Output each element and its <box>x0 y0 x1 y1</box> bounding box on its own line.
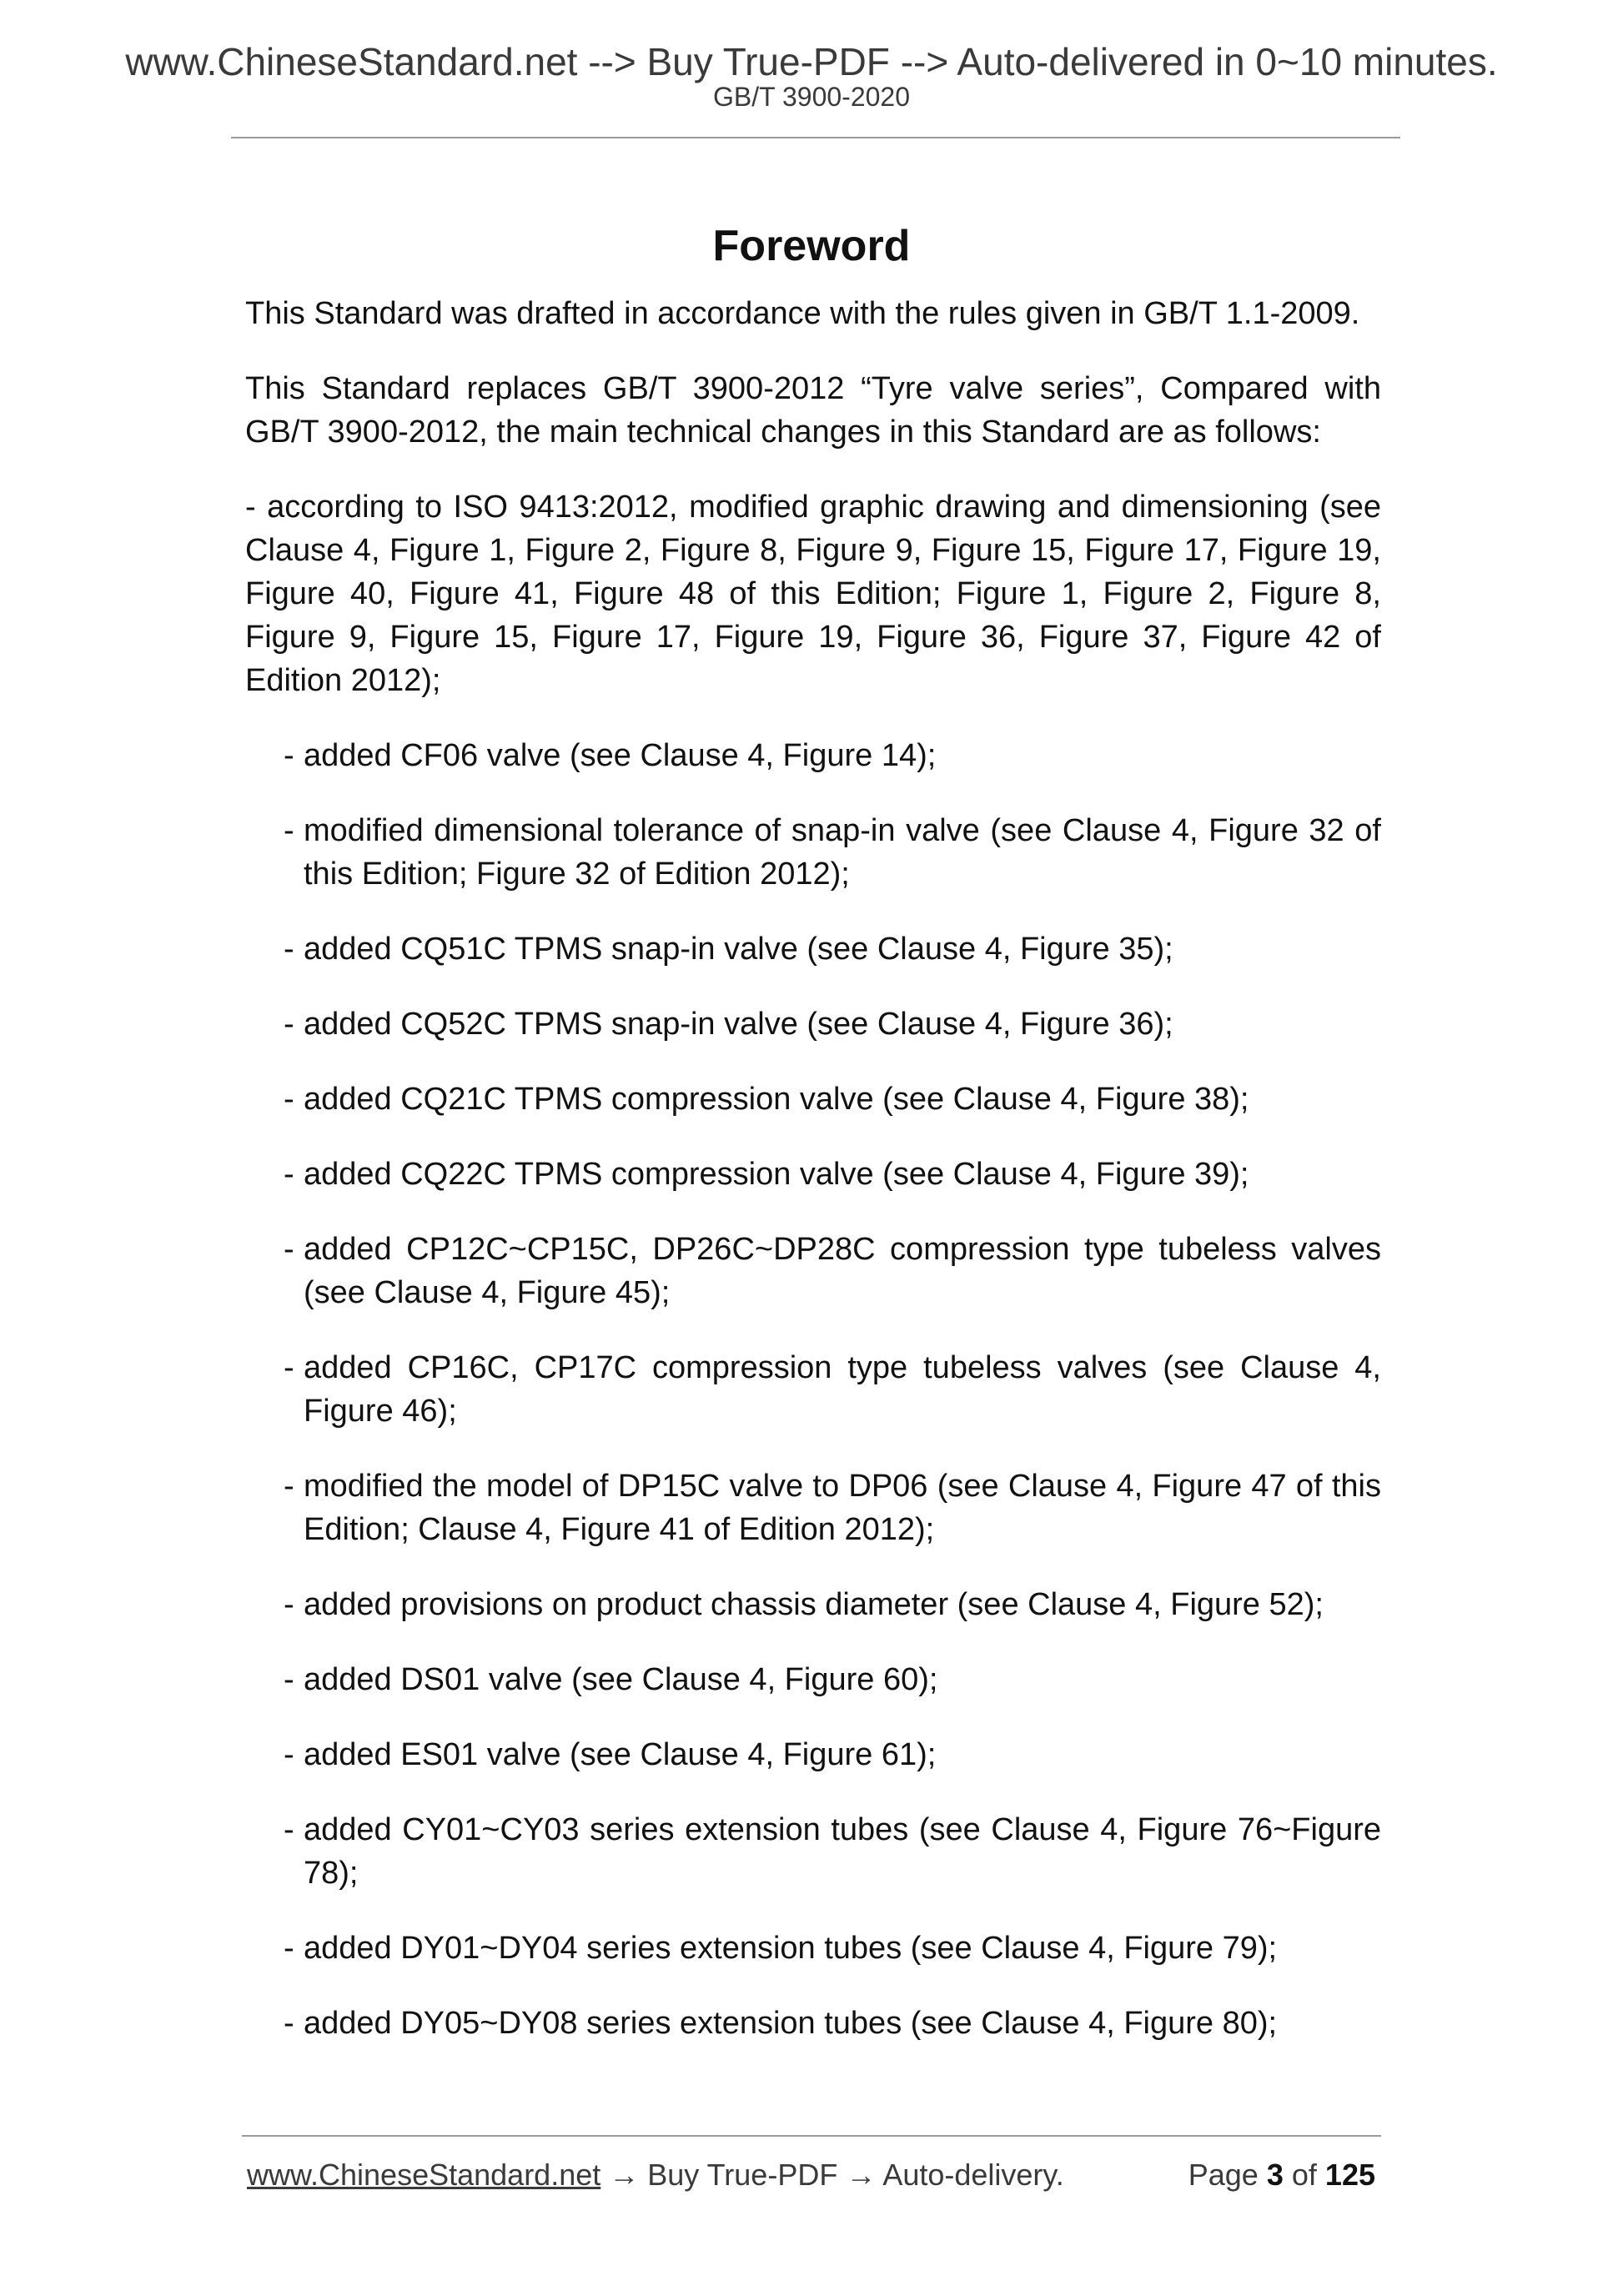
list-marker: - <box>284 1737 294 1772</box>
list-item <box>284 1002 1381 1046</box>
list-item-text: added DY05~DY08 series extension tubes (see Clause 4, Figure 80); <box>304 2006 1278 2041</box>
page-label: Page <box>1188 2158 1259 2192</box>
list-item-text: added CF06 valve (see Clause 4, Figure 14); <box>304 738 937 773</box>
list-item-text: added ES01 valve (see Clause 4, Figure 61); <box>304 1737 937 1772</box>
list-item-text: added CP12C~CP15C, DP26C~DP28C compression type tubeless valves (see Clause 4, Figure 45); <box>304 1232 1381 1310</box>
list-item-text: added DY01~DY04 series extension tubes (see Clause 4, Figure 79); <box>304 1931 1278 1966</box>
paragraph-iso-modification: - according to ISO 9413:2012, modified graphic drawing and dimensioning (see Clause 4, Figure 1, Figure 2, Figure 8, Figure 9, Figure 15, Figure 17, Figure 19, Figure 40, Figure 41, Figure 48 of this Edition; Figure 1, Figure 2, Figure 8, Figure 9, Figure 15, Figure 17, Figure 19, Figure 36, Figure 37, Figure 42 of Edition 2012); <box>245 490 1381 698</box>
list-item-text: modified dimensional tolerance of snap-in valve (see Clause 4, Figure 32 of this Edition; Figure 32 of Edition 2012); <box>304 813 1381 892</box>
top-banner[interactable]: www.ChineseStandard.net --> Buy True-PDF --> Auto-delivered in 0~10 minutes. <box>125 40 1498 83</box>
footer-site-link[interactable]: www.ChineseStandard.net <box>247 2158 601 2192</box>
list-item-text: added CY01~CY03 series extension tubes (see Clause 4, Figure 76~Figure 78); <box>304 1812 1381 1891</box>
list-item <box>284 1808 1381 1895</box>
page-title: Foreword <box>712 221 911 270</box>
list-item-text: added CP16C, CP17C compression type tubeless valves (see Clause 4, Figure 46); <box>304 1350 1381 1429</box>
list-item-text: added provisions on product chassis diameter (see Clause 4, Figure 52); <box>304 1587 1324 1622</box>
list-marker: - <box>284 1662 294 1697</box>
list-item <box>284 2002 1381 2045</box>
total-pages: 125 <box>1324 2158 1375 2192</box>
foreword-body <box>245 292 1381 2077</box>
list-item <box>284 1153 1381 1196</box>
list-item <box>284 1658 1381 1701</box>
list-item-text: added DS01 valve (see Clause 4, Figure 60); <box>304 1662 938 1697</box>
paragraph-replacement: This Standard replaces GB/T 3900-2012 “Tyre valve series”, Compared with GB/T 3900-2012, the main technical changes in this Standard are as follows: <box>245 371 1381 450</box>
page-indicator <box>1188 2157 1375 2193</box>
list-marker: - <box>284 1469 294 1504</box>
list-marker: - <box>284 1350 294 1385</box>
list-marker: - <box>284 1157 294 1192</box>
page-number: 3 <box>1266 2158 1284 2192</box>
list-item <box>284 1927 1381 1970</box>
list-marker: - <box>284 1082 294 1117</box>
list-item <box>284 1228 1381 1314</box>
list-item <box>284 1733 1381 1776</box>
list-item <box>284 927 1381 971</box>
list-item <box>284 1465 1381 1551</box>
of-label: of <box>1291 2158 1317 2192</box>
paragraph-drafting-rules: This Standard was drafted in accordance with the rules given in GB/T 1.1-2009. <box>245 296 1360 331</box>
footer-divider <box>242 2135 1381 2137</box>
list-item-text: added CQ21C TPMS compression valve (see Clause 4, Figure 38); <box>304 1082 1249 1117</box>
list-marker: - <box>284 813 294 848</box>
list-item-text: modified the model of DP15C valve to DP06 (see Clause 4, Figure 47 of this Edition; Clause 4, Figure 41 of Edition 2012); <box>304 1469 1381 1547</box>
list-marker: - <box>284 932 294 967</box>
list-marker: - <box>284 738 294 773</box>
list-item <box>284 1583 1381 1626</box>
list-item <box>284 734 1381 777</box>
list-item <box>284 1078 1381 1121</box>
list-marker: - <box>284 1931 294 1966</box>
list-item <box>284 1346 1381 1433</box>
list-marker: - <box>284 2006 294 2041</box>
list-item <box>284 809 1381 896</box>
list-item-text: added CQ51C TPMS snap-in valve (see Clause 4, Figure 35); <box>304 932 1173 967</box>
changes-list <box>245 734 1381 2045</box>
footer-tagline: → Buy True-PDF → Auto-delivery. <box>600 2158 1064 2192</box>
document-code: GB/T 3900-2020 <box>712 82 910 112</box>
list-item-text: added CQ22C TPMS compression valve (see Clause 4, Figure 39); <box>304 1157 1249 1192</box>
list-marker: - <box>284 1587 294 1622</box>
header-divider <box>231 137 1400 138</box>
list-marker: - <box>284 1812 294 1847</box>
list-item-text: added CQ52C TPMS snap-in valve (see Clause 4, Figure 36); <box>304 1007 1173 1042</box>
list-marker: - <box>284 1007 294 1042</box>
list-marker: - <box>284 1232 294 1267</box>
page-footer <box>247 2157 1378 2193</box>
